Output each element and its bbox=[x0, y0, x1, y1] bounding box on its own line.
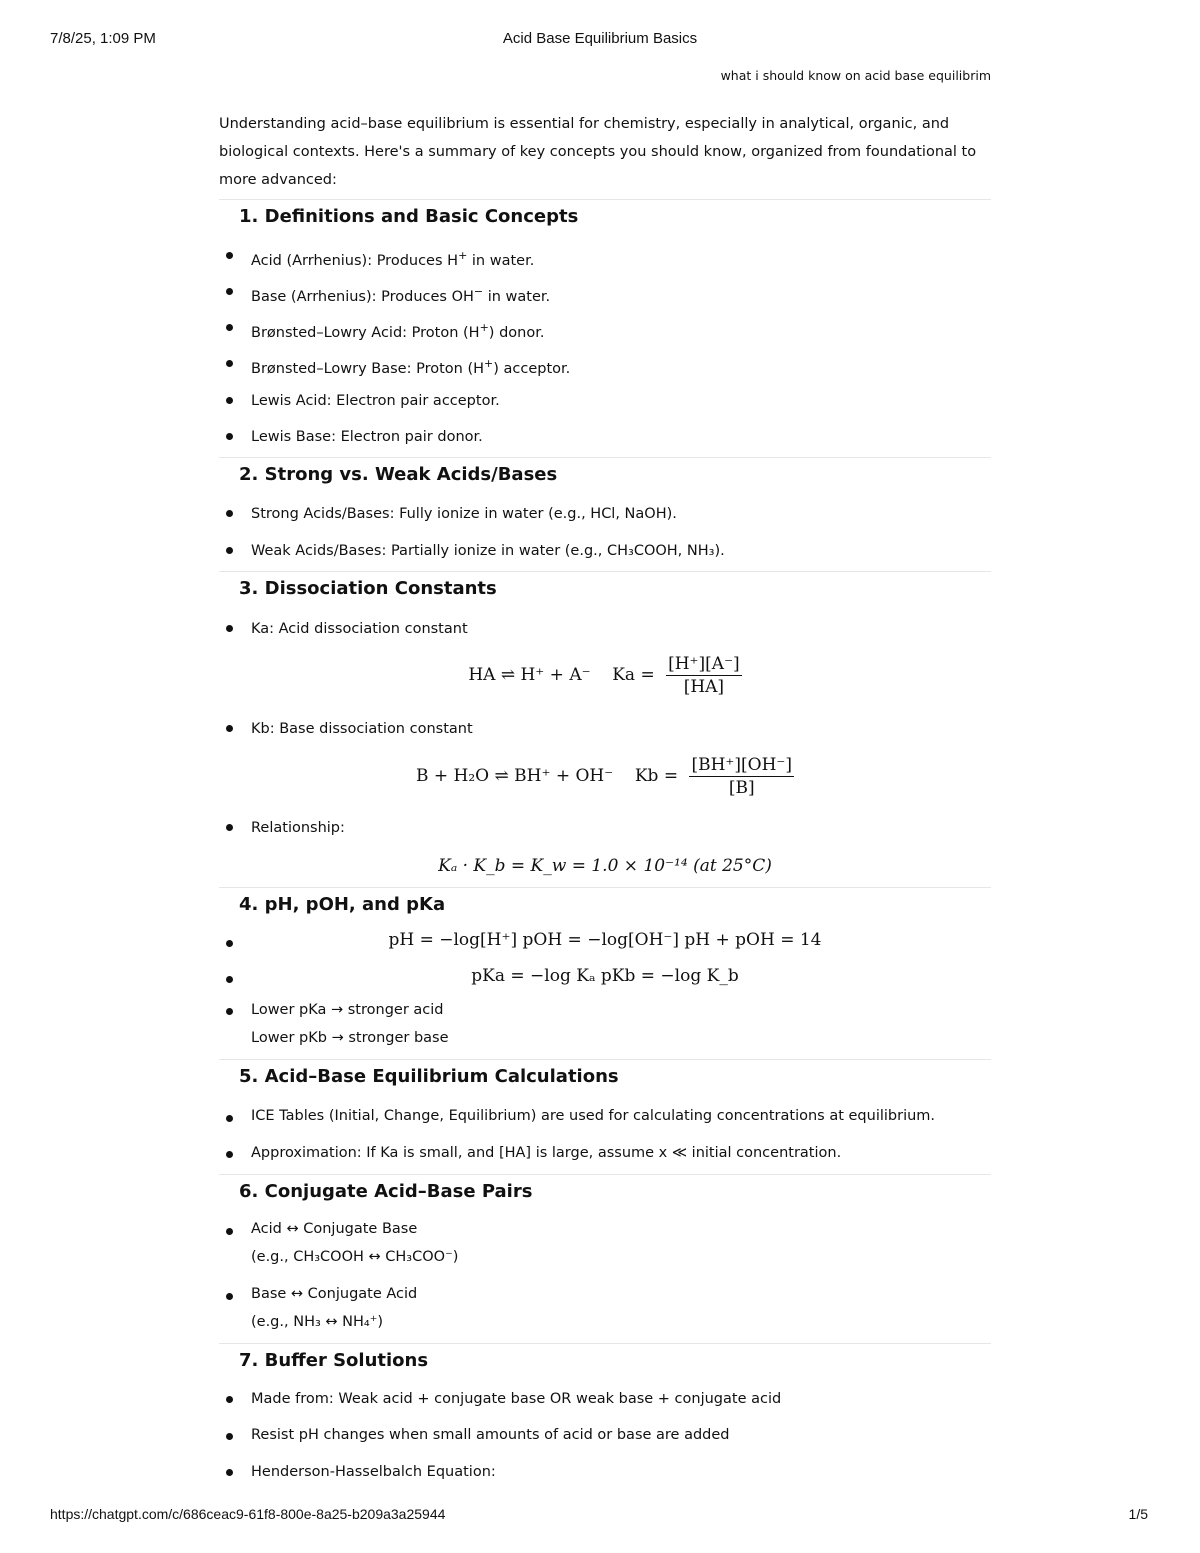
ka-equation: HA ⇌ H⁺ + A⁻ Ka = $\frac{[H^+][A^-]}{[HA]}$ bbox=[468, 654, 740, 697]
section-ph bbox=[219, 887, 991, 1060]
kb-equation: B + H₂O ⇌ BH⁺ + OH⁻ Kb = $\frac{[BH^+][OH^-]}{[B]}$ bbox=[415, 755, 793, 798]
bullet-icon bbox=[226, 625, 233, 632]
print-title: Acid Base Equilibrium Basics bbox=[502, 30, 698, 47]
section-dissociation bbox=[219, 571, 991, 888]
list-item: Strong Acids/Bases: Fully ionize in water (e.g., HCl, NaOH). bbox=[251, 506, 677, 522]
list-item: Approximation: If Ka is small, and [HA] is large, assume x ≪ initial concentration. bbox=[251, 1145, 842, 1161]
bullet-icon bbox=[226, 725, 233, 732]
bullet-icon bbox=[226, 1433, 233, 1440]
list-item-continuation: (e.g., CH₃COOH ↔ CH₃COO⁻) bbox=[251, 1249, 459, 1265]
list-item: Made from: Weak acid + conjugate base OR weak base + conjugate acid bbox=[251, 1391, 782, 1407]
list-item: Kb: Base dissociation constant bbox=[251, 721, 473, 737]
relationship-equation: Kₐ · K_b = K_w = 1.0 × 10⁻¹⁴ (at 25°C) bbox=[438, 856, 772, 876]
section-conjugate bbox=[219, 1174, 991, 1344]
list-item: Acid (Arrhenius): Produces H+ in water. bbox=[251, 249, 535, 269]
bullet-icon bbox=[226, 547, 233, 554]
ph-equation: pH = −log[H⁺] pOH = −log[OH⁻] pH + pOH = 14 bbox=[388, 930, 822, 950]
list-item: Base (Arrhenius): Produces OH− in water. bbox=[251, 285, 551, 305]
list-item: Relationship: bbox=[251, 820, 345, 836]
section-strong-weak bbox=[219, 457, 991, 572]
section-heading: 1. Definitions and Basic Concepts bbox=[239, 206, 579, 227]
bullet-icon bbox=[226, 1469, 233, 1476]
list-item-continuation: (e.g., NH₃ ↔ NH₄⁺) bbox=[251, 1314, 384, 1330]
section-heading: 6. Conjugate Acid–Base Pairs bbox=[239, 1181, 533, 1202]
list-item: Brønsted–Lowry Acid: Proton (H+) donor. bbox=[251, 321, 545, 341]
section-buffers bbox=[219, 1343, 991, 1494]
list-item: Acid ↔ Conjugate Base bbox=[251, 1221, 418, 1237]
bullet-icon bbox=[226, 1151, 233, 1158]
list-item: Weak Acids/Bases: Partially ionize in water (e.g., CH₃COOH, NH₃). bbox=[251, 543, 725, 559]
list-item: Lower pKa → stronger acid bbox=[251, 1002, 444, 1018]
list-item: Lewis Acid: Electron pair acceptor. bbox=[251, 393, 500, 409]
bullet-icon bbox=[226, 1293, 233, 1300]
pka-equation: pKa = −log Kₐ pKb = −log K_b bbox=[471, 966, 739, 986]
list-item: Resist pH changes when small amounts of acid or base are added bbox=[251, 1427, 730, 1443]
section-heading: 5. Acid–Base Equilibrium Calculations bbox=[239, 1066, 619, 1087]
bullet-icon bbox=[226, 1008, 233, 1015]
section-heading: 4. pH, pOH, and pKa bbox=[239, 894, 446, 915]
intro-paragraph: Understanding acid–base equilibrium is essential for chemistry, especially in analytical, organic, and biological contexts. Here's a summary of key concepts you should know, organized from foundational to more advanced: bbox=[219, 116, 977, 188]
bullet-icon bbox=[226, 1396, 233, 1403]
bullet-icon bbox=[226, 360, 233, 367]
print-date: 7/8/25, 1:09 PM bbox=[50, 30, 156, 47]
list-item: Ka: Acid dissociation constant bbox=[251, 621, 468, 637]
bullet-icon bbox=[226, 324, 233, 331]
section-definitions bbox=[219, 199, 991, 458]
user-message: what i should know on acid base equilibrim bbox=[720, 68, 991, 83]
bullet-icon bbox=[226, 397, 233, 404]
list-item: Lewis Base: Electron pair donor. bbox=[251, 429, 483, 445]
list-item: Henderson-Hasselbalch Equation: bbox=[251, 1464, 496, 1480]
section-heading: 2. Strong vs. Weak Acids/Bases bbox=[239, 464, 558, 485]
list-item: Brønsted–Lowry Base: Proton (H+) acceptor. bbox=[251, 357, 571, 377]
bullet-icon bbox=[226, 824, 233, 831]
section-heading: 3. Dissociation Constants bbox=[239, 578, 497, 599]
bullet-icon bbox=[226, 510, 233, 517]
section-calculations bbox=[219, 1059, 991, 1175]
section-heading: 7. Buffer Solutions bbox=[239, 1350, 429, 1371]
bullet-icon bbox=[226, 433, 233, 440]
footer-url: https://chatgpt.com/c/686ceac9-61f8-800e-8a25-b209a3a25944 bbox=[50, 1506, 446, 1522]
list-item: Base ↔ Conjugate Acid bbox=[251, 1286, 418, 1302]
bullet-icon bbox=[226, 1115, 233, 1122]
list-item-continuation: Lower pKb → stronger base bbox=[251, 1030, 449, 1046]
bullet-icon bbox=[226, 1228, 233, 1235]
bullet-icon bbox=[226, 252, 233, 259]
list-item: ICE Tables (Initial, Change, Equilibrium) are used for calculating concentrations at equilibrium. bbox=[251, 1108, 936, 1124]
footer-page-number: 1/5 bbox=[1128, 1506, 1148, 1522]
bullet-icon bbox=[226, 288, 233, 295]
